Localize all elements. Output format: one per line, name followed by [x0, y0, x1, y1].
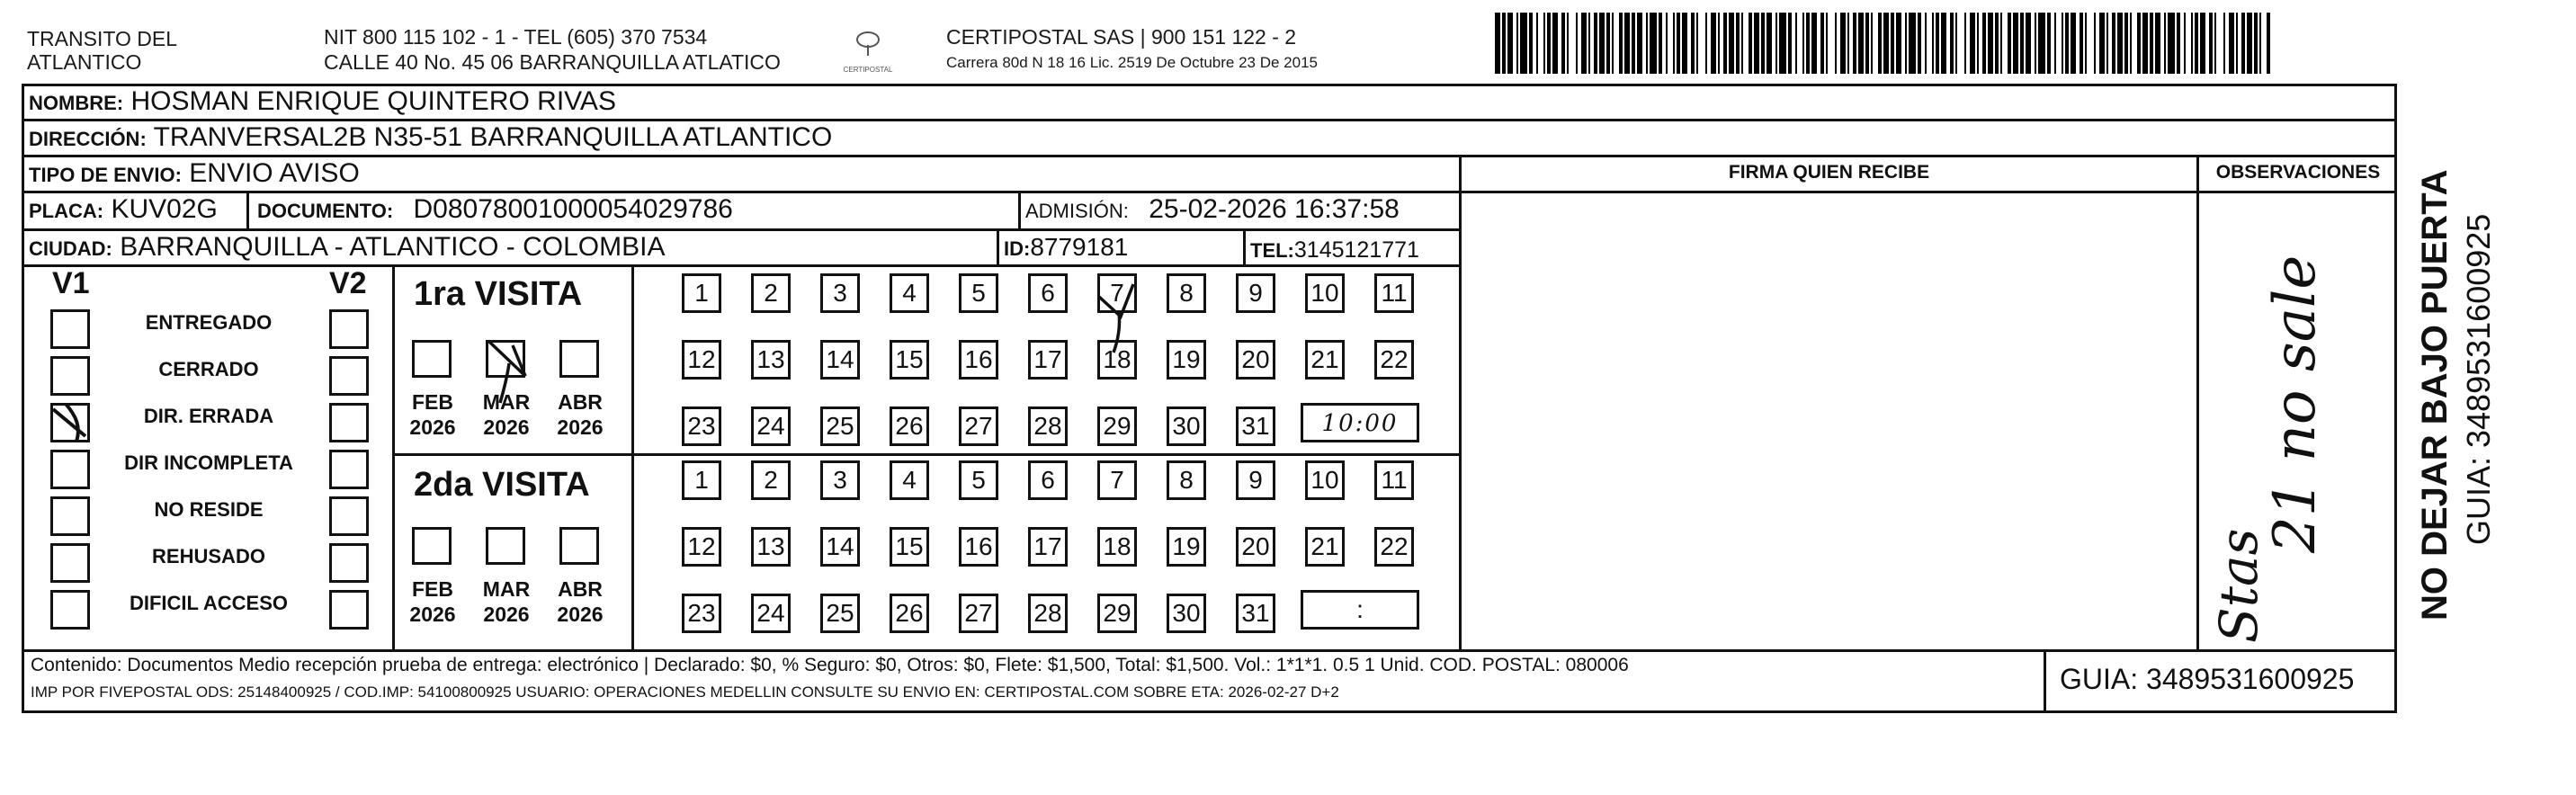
- visit2-day-box[interactable]: 10: [1305, 460, 1345, 500]
- divider: [22, 155, 2397, 157]
- barcode-bar: [1828, 13, 1835, 74]
- direccion-value: TRANVERSAL2B N35-51 BARRANQUILLA ATLANTICO: [153, 122, 833, 152]
- visit2-year-label: 2026: [483, 603, 530, 626]
- visit1-day-box[interactable]: 2: [751, 273, 791, 313]
- visit2-day-box[interactable]: 12: [682, 527, 721, 567]
- divider: [392, 453, 1459, 456]
- signature-handwriting: Stas: [2208, 528, 2269, 643]
- visit2-day-box[interactable]: 4: [890, 460, 929, 500]
- visit2-day-box[interactable]: 6: [1028, 460, 1068, 500]
- visit2-month-label: MAR: [482, 577, 531, 601]
- visit1-year-label: 2026: [557, 415, 604, 439]
- barcode-bar: [2038, 13, 2045, 74]
- status-option-label: ENTREGADO: [145, 311, 273, 334]
- visit1-day-box[interactable]: 26: [890, 406, 929, 446]
- status-option-label: DIR. ERRADA: [143, 405, 274, 427]
- divider: [246, 191, 249, 228]
- mar-check-mark: [486, 336, 540, 408]
- visit1-day-box[interactable]: 16: [959, 340, 998, 380]
- tipo-envio-value: ENVIO AVISO: [189, 158, 360, 188]
- visit1-day-box[interactable]: 28: [1028, 406, 1068, 446]
- id-label: ID:: [1004, 237, 1031, 260]
- barcode-bar: [1698, 13, 1705, 74]
- visit2-day-box[interactable]: 2: [751, 460, 791, 500]
- documento-value: D08078001000054029786: [413, 194, 733, 224]
- nombre-label: NOMBRE:: [29, 92, 124, 114]
- visit1-day-box[interactable]: 25: [820, 406, 860, 446]
- divider: [1018, 191, 1021, 228]
- visit2-day-box[interactable]: 24: [751, 594, 791, 633]
- visit1-day-box[interactable]: 3: [820, 273, 860, 313]
- visit2-day-box[interactable]: 5: [959, 460, 998, 500]
- visit1-day-box[interactable]: 19: [1167, 340, 1206, 380]
- license-line: Carrera 80d N 18 16 Lic. 2519 De Octubre 23 De 2015: [946, 54, 1318, 71]
- barcode-bar: [1520, 13, 1527, 74]
- visit2-day-box[interactable]: 26: [890, 594, 929, 633]
- visit1-day-box[interactable]: 24: [751, 406, 791, 446]
- barcode-bar: [1650, 13, 1657, 74]
- visit2-day-box[interactable]: 20: [1236, 527, 1275, 567]
- visit1-day-box[interactable]: 18: [1097, 340, 1137, 380]
- visit2-day-box[interactable]: 31: [1236, 594, 1275, 633]
- logo-text: CERTIPOSTAL: [843, 66, 893, 74]
- visit2-day-box[interactable]: 25: [820, 594, 860, 633]
- tel-value: 3145121771: [1293, 237, 1419, 263]
- admision-value: 25-02-2026 16:37:58: [1149, 194, 1400, 224]
- footer-imp-line: IMP POR FIVEPOSTAL ODS: 25148400925 / COD.IMP: 54100800925 USUARIO: OPERACIONES MEDELLIN CONSULTE SU ENVIO EN: CERTIPOSTAL.COM SOBRE ETA: 2026-02-27 D+2: [31, 683, 1339, 701]
- side-warning: NO DEJAR BAJO PUERTA: [2415, 169, 2455, 621]
- footer-content-line: Contenido: Documentos Medio recepción prueba de entrega: electrónico | Declarado: $0, % Seguro: $0, Otros: $0, Flete: $1,500, Total: $1,500. Vol.: 1*1*1. 0.5 1 Unid. COD. POSTAL: 080006: [31, 655, 1629, 675]
- side-guia: GUIA: 3489531600925: [2460, 213, 2497, 545]
- visit1-day-box[interactable]: 12: [682, 340, 721, 380]
- visit1-day-box[interactable]: 7: [1097, 273, 1137, 313]
- visit2-year-label: 2026: [409, 603, 456, 626]
- visit2-day-box[interactable]: 14: [820, 527, 860, 567]
- visit1-month-checkbox[interactable]: [559, 340, 599, 378]
- ciudad-field: [29, 232, 665, 264]
- visit2-day-box[interactable]: 9: [1236, 460, 1275, 500]
- divider: [22, 119, 2397, 121]
- sender-address: CALLE 40 No. 45 06 BARRANQUILLA ATLATICO: [324, 50, 781, 74]
- nombre-row: [29, 86, 616, 119]
- visit2-time-box[interactable]: [1301, 590, 1419, 630]
- direccion-label: DIRECCIÓN:: [29, 128, 147, 150]
- v2-header: V2: [329, 266, 367, 300]
- visit1-month-checkbox[interactable]: [412, 340, 452, 378]
- placa-field: [29, 194, 218, 227]
- visit2-day-box[interactable]: 13: [751, 527, 791, 567]
- barcode-bar: [1779, 13, 1786, 74]
- status-option-label: NO RESIDE: [154, 498, 264, 521]
- ciudad-value: BARRANQUILLA - ATLANTICO - COLOMBIA: [120, 232, 666, 262]
- visit1-day-box[interactable]: 20: [1236, 340, 1275, 380]
- certipostal-logo: [827, 25, 908, 75]
- visit2-day-box[interactable]: 3: [820, 460, 860, 500]
- status-option-label: REHUSADO: [152, 545, 265, 567]
- visit1-day-box[interactable]: 11: [1374, 273, 1414, 313]
- visit1-day-box[interactable]: 4: [890, 273, 929, 313]
- id-value: 8779181: [1030, 233, 1129, 261]
- nombre-value: HOSMAN ENRIQUE QUINTERO RIVAS: [130, 86, 616, 116]
- visit1-day-box[interactable]: 6: [1028, 273, 1068, 313]
- status-option-label: DIR INCOMPLETA: [124, 451, 293, 474]
- visit1-day-box[interactable]: 9: [1236, 273, 1275, 313]
- visit1-year-label: 2026: [483, 415, 530, 439]
- admision-field: [1025, 194, 1400, 227]
- tipo-envio-row: [29, 158, 360, 191]
- visit2-day-box[interactable]: 29: [1097, 594, 1137, 633]
- visit2-month-label: ABR: [558, 577, 603, 601]
- visit2-year-label: 2026: [557, 603, 604, 626]
- id-field: [1004, 232, 1128, 264]
- visit2-month-label: FEB: [412, 577, 453, 601]
- visit2-month-checkbox[interactable]: [559, 527, 599, 565]
- divider: [1243, 228, 1246, 264]
- firma-header: FIRMA QUIEN RECIBE: [1728, 162, 1930, 183]
- barcode-bar: [1569, 13, 1576, 74]
- visit1-day-box[interactable]: 14: [820, 340, 860, 380]
- documento-field: [257, 194, 733, 227]
- visit2-time-placeholder: :: [1356, 595, 1364, 623]
- visit1-year-label: 2026: [409, 415, 456, 439]
- observaciones-header: OBSERVACIONES: [2215, 162, 2381, 183]
- visit1-day-box[interactable]: 21: [1305, 340, 1345, 380]
- tel-field: [1250, 234, 1419, 266]
- visit2-day-box[interactable]: 15: [890, 527, 929, 567]
- barcode-bar: [2168, 13, 2175, 74]
- visit1-day-box[interactable]: 22: [1374, 340, 1414, 380]
- visit1-day-box[interactable]: 30: [1167, 406, 1206, 446]
- visit2-month-checkbox[interactable]: [412, 527, 452, 565]
- visit2-day-box[interactable]: 8: [1167, 460, 1206, 500]
- status-option-label: DIFICIL ACCESO: [129, 592, 288, 614]
- barcode: [1495, 13, 2277, 74]
- placa-label: PLACA:: [29, 200, 104, 222]
- barcode-bar: [2087, 13, 2094, 74]
- barcode-bar: [1957, 13, 1964, 74]
- dir-errada-check-mark: [49, 400, 103, 445]
- certipostal-logo-icon: [827, 25, 908, 61]
- visit2-day-box[interactable]: 19: [1167, 527, 1206, 567]
- visit2-day-box[interactable]: 30: [1167, 594, 1206, 633]
- barcode-bar: [1909, 13, 1916, 74]
- visit1-day-box[interactable]: 1: [682, 273, 721, 313]
- visit1-month-label: ABR: [558, 390, 603, 414]
- visit2-day-box[interactable]: 7: [1097, 460, 1137, 500]
- visit2-day-box[interactable]: 27: [959, 594, 998, 633]
- visit2-day-box[interactable]: 16: [959, 527, 998, 567]
- visit1-day-box[interactable]: 29: [1097, 406, 1137, 446]
- visit1-day-box[interactable]: 10: [1305, 273, 1345, 313]
- visit1-day-box[interactable]: 31: [1236, 406, 1275, 446]
- visit1-day-box[interactable]: 27: [959, 406, 998, 446]
- company-line: CERTIPOSTAL SAS | 900 151 122 - 2: [946, 25, 1297, 49]
- divider: [22, 264, 1461, 267]
- ciudad-label: CIUDAD:: [29, 237, 112, 260]
- visit2-day-box[interactable]: 1: [682, 460, 721, 500]
- documento-label: DOCUMENTO:: [257, 200, 394, 222]
- sender-name-line1: TRANSITO DEL: [27, 27, 177, 50]
- observations-area[interactable]: [2199, 193, 2397, 649]
- barcode-bar: [2216, 13, 2223, 74]
- direccion-row: [29, 122, 832, 155]
- visit2-day-box[interactable]: 17: [1028, 527, 1068, 567]
- visit1-time-handwritten: 10:00: [1321, 410, 1399, 437]
- visit1-day-box[interactable]: 15: [890, 340, 929, 380]
- visit1-day-box[interactable]: 17: [1028, 340, 1068, 380]
- visit2-day-box[interactable]: 18: [1097, 527, 1137, 567]
- sender-nit: NIT 800 115 102 - 1 - TEL (605) 370 7534: [324, 25, 708, 49]
- visit2-day-box[interactable]: 22: [1374, 527, 1414, 567]
- divider: [392, 264, 395, 649]
- visit1-time-box[interactable]: [1301, 403, 1419, 442]
- visit1-month-label: MAR: [482, 390, 531, 414]
- visit2-title: 2da VISITA: [414, 466, 590, 504]
- visit2-day-box[interactable]: 28: [1028, 594, 1068, 633]
- visit2-month-checkbox[interactable]: [486, 527, 525, 565]
- status-option-label: CERRADO: [158, 358, 259, 380]
- divider: [22, 649, 2397, 652]
- visit1-month-label: FEB: [412, 390, 453, 414]
- visit1-title: 1ra VISITA: [414, 275, 583, 313]
- observation-handwriting: 21 no sale: [2262, 255, 2329, 553]
- signature-area[interactable]: [1462, 193, 2196, 649]
- visit2-day-box[interactable]: 21: [1305, 527, 1345, 567]
- visit2-day-box[interactable]: 23: [682, 594, 721, 633]
- sender-name-line2: ATLANTICO: [27, 50, 142, 74]
- day-7-check-mark: [1094, 266, 1157, 356]
- visit2-day-box[interactable]: 11: [1374, 460, 1414, 500]
- visit1-day-box[interactable]: 8: [1167, 273, 1206, 313]
- tipo-envio-label: TIPO DE ENVIO:: [29, 164, 182, 186]
- footer-guia: GUIA: 3489531600925: [2060, 663, 2355, 695]
- visit1-day-box[interactable]: 5: [959, 273, 998, 313]
- tel-label: TEL:: [1250, 239, 1294, 262]
- placa-value: KUV02G: [111, 194, 218, 224]
- divider: [997, 228, 999, 264]
- admision-label: ADMISIÓN:: [1025, 200, 1129, 222]
- visit1-day-box[interactable]: 23: [682, 406, 721, 446]
- v1-header: V1: [52, 266, 90, 300]
- visit1-day-box[interactable]: 13: [751, 340, 791, 380]
- divider: [2044, 649, 2046, 713]
- barcode-bar: [2267, 13, 2270, 74]
- divider: [631, 264, 634, 649]
